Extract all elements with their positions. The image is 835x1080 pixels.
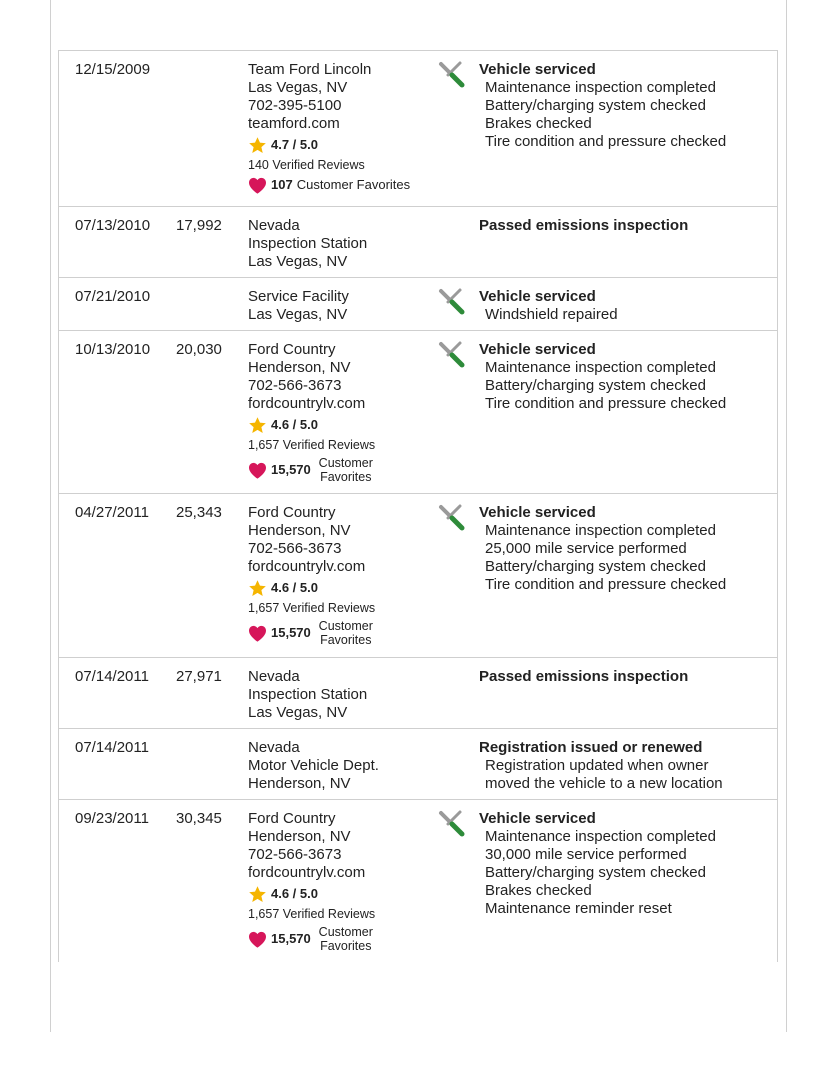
favorites-count: 15,570 [271, 625, 311, 640]
record-details [479, 217, 769, 235]
customer-favorites [248, 619, 438, 647]
verified-reviews[interactable]: 1,657 Verified Reviews [248, 601, 376, 615]
odometer-reading: 20,030 [176, 341, 222, 358]
source-phone[interactable]: 702-566-3673 [248, 377, 342, 394]
rating-value: 4.6 / 5.0 [271, 580, 318, 595]
favorites-count: 15,570 [271, 931, 311, 946]
event-detail: 25,000 mile service performed [485, 540, 687, 557]
event-detail: 30,000 mile service performed [485, 846, 687, 863]
source-website[interactable]: fordcountrylv.com [248, 864, 366, 881]
source-website[interactable]: fordcountrylv.com [248, 558, 366, 575]
dealer-rating [248, 416, 438, 434]
source-name: Ford Country [248, 341, 336, 358]
source-name: Ford Country [248, 504, 336, 521]
star-icon [248, 136, 267, 155]
event-title: Vehicle serviced [479, 288, 596, 305]
history-row [59, 658, 777, 729]
record-source [248, 288, 438, 324]
record-source [248, 61, 438, 194]
service-tools-icon [437, 287, 465, 315]
heart-icon [248, 931, 267, 948]
record-date: 07/21/2010 [75, 288, 151, 305]
service-tools-icon [437, 60, 465, 88]
record-details [479, 668, 769, 686]
source-name: Nevada [248, 739, 300, 756]
service-tools-icon [437, 809, 465, 837]
event-detail: Tire condition and pressure checked [485, 395, 727, 412]
dealer-rating [248, 579, 438, 597]
record-details [479, 288, 769, 324]
record-date: 07/14/2011 [75, 668, 149, 685]
source-location: Las Vegas, NV [248, 79, 348, 96]
source-location: Henderson, NV [248, 359, 351, 376]
heart-icon [248, 462, 267, 479]
event-detail: Maintenance reminder reset [485, 900, 672, 917]
dealer-rating [248, 136, 438, 154]
favorites-label: Customer Favorites [318, 456, 373, 484]
source-phone[interactable]: 702-566-3673 [248, 846, 342, 863]
page-border-right [786, 0, 787, 1032]
record-details [479, 504, 769, 594]
rating-value: 4.7 / 5.0 [271, 137, 318, 152]
history-row [59, 51, 777, 207]
source-name: Nevada [248, 668, 300, 685]
favorites-label: Customer Favorites [318, 619, 373, 647]
favorites-count: 107 [271, 177, 293, 192]
star-icon [248, 416, 267, 435]
source-name: Nevada [248, 217, 300, 234]
event-title: Vehicle serviced [479, 61, 596, 78]
customer-favorites [248, 925, 438, 953]
rating-value: 4.6 / 5.0 [271, 417, 318, 432]
record-date: 07/14/2011 [75, 739, 149, 756]
source-phone[interactable]: 702-566-3673 [248, 540, 342, 557]
event-detail: Tire condition and pressure checked [485, 133, 727, 150]
customer-favorites [248, 176, 438, 194]
star-icon [248, 579, 267, 598]
vehicle-history-table [58, 50, 778, 962]
event-detail: Registration updated when owner [485, 757, 709, 774]
event-detail: Tire condition and pressure checked [485, 576, 727, 593]
source-location: Las Vegas, NV [248, 253, 348, 270]
source-name: Service Facility [248, 288, 349, 305]
odometer-reading: 30,345 [176, 810, 222, 827]
history-row [59, 207, 777, 278]
record-details [479, 739, 769, 793]
record-details [479, 61, 769, 151]
source-website[interactable]: fordcountrylv.com [248, 395, 366, 412]
record-source [248, 668, 438, 722]
heart-icon [248, 625, 267, 642]
favorites-count: 15,570 [271, 462, 311, 477]
event-detail: Brakes checked [485, 882, 592, 899]
odometer-reading: 25,343 [176, 504, 222, 521]
page-border-left [50, 0, 51, 1032]
history-row [59, 494, 777, 658]
verified-reviews[interactable]: 140 Verified Reviews [248, 158, 365, 172]
star-icon [248, 885, 267, 904]
record-details [479, 810, 769, 918]
record-source [248, 217, 438, 271]
record-source [248, 739, 438, 793]
favorites-label: Customer Favorites [296, 177, 411, 192]
source-location: Henderson, NV [248, 522, 351, 539]
service-tools-icon [437, 503, 465, 531]
history-row [59, 729, 777, 800]
verified-reviews[interactable]: 1,657 Verified Reviews [248, 438, 376, 452]
source-website[interactable]: teamford.com [248, 115, 340, 132]
event-detail: Battery/charging system checked [485, 864, 706, 881]
source-name: Team Ford Lincoln [248, 61, 372, 78]
source-phone[interactable]: 702-395-5100 [248, 97, 342, 114]
event-title: Vehicle serviced [479, 504, 596, 521]
favorites-label: Customer Favorites [318, 925, 373, 953]
source-location: Henderson, NV [248, 775, 351, 792]
customer-favorites [248, 456, 438, 484]
heart-icon [248, 177, 267, 194]
record-source [248, 810, 438, 953]
record-details [479, 341, 769, 413]
history-row [59, 800, 777, 962]
source-type: Motor Vehicle Dept. [248, 757, 379, 774]
event-title: Registration issued or renewed [479, 739, 703, 756]
odometer-reading: 27,971 [176, 668, 222, 685]
source-location: Las Vegas, NV [248, 704, 348, 721]
event-detail: Battery/charging system checked [485, 377, 706, 394]
event-title: Vehicle serviced [479, 341, 596, 358]
dealer-rating [248, 885, 438, 903]
event-detail: Maintenance inspection completed [485, 522, 716, 539]
history-row [59, 331, 777, 494]
event-title: Passed emissions inspection [479, 217, 689, 234]
record-date: 09/23/2011 [75, 810, 149, 827]
event-detail: Brakes checked [485, 115, 592, 132]
verified-reviews[interactable]: 1,657 Verified Reviews [248, 907, 376, 921]
history-row [59, 278, 777, 331]
event-detail: Maintenance inspection completed [485, 828, 716, 845]
event-detail: Battery/charging system checked [485, 97, 706, 114]
record-date: 10/13/2010 [75, 341, 151, 358]
event-detail: Maintenance inspection completed [485, 359, 716, 376]
record-source [248, 504, 438, 647]
source-type: Inspection Station [248, 686, 368, 703]
event-title: Passed emissions inspection [479, 668, 689, 685]
service-tools-icon [437, 340, 465, 368]
event-title: Vehicle serviced [479, 810, 596, 827]
odometer-reading: 17,992 [176, 217, 222, 234]
event-detail: moved the vehicle to a new location [485, 775, 723, 792]
event-detail: Maintenance inspection completed [485, 79, 716, 96]
event-detail: Windshield repaired [485, 306, 618, 323]
source-name: Ford Country [248, 810, 336, 827]
source-location: Las Vegas, NV [248, 306, 348, 323]
event-detail: Battery/charging system checked [485, 558, 706, 575]
rating-value: 4.6 / 5.0 [271, 886, 318, 901]
record-date: 04/27/2011 [75, 504, 149, 521]
record-date: 12/15/2009 [75, 61, 151, 78]
source-location: Henderson, NV [248, 828, 351, 845]
record-date: 07/13/2010 [75, 217, 151, 234]
source-type: Inspection Station [248, 235, 368, 252]
record-source [248, 341, 438, 484]
